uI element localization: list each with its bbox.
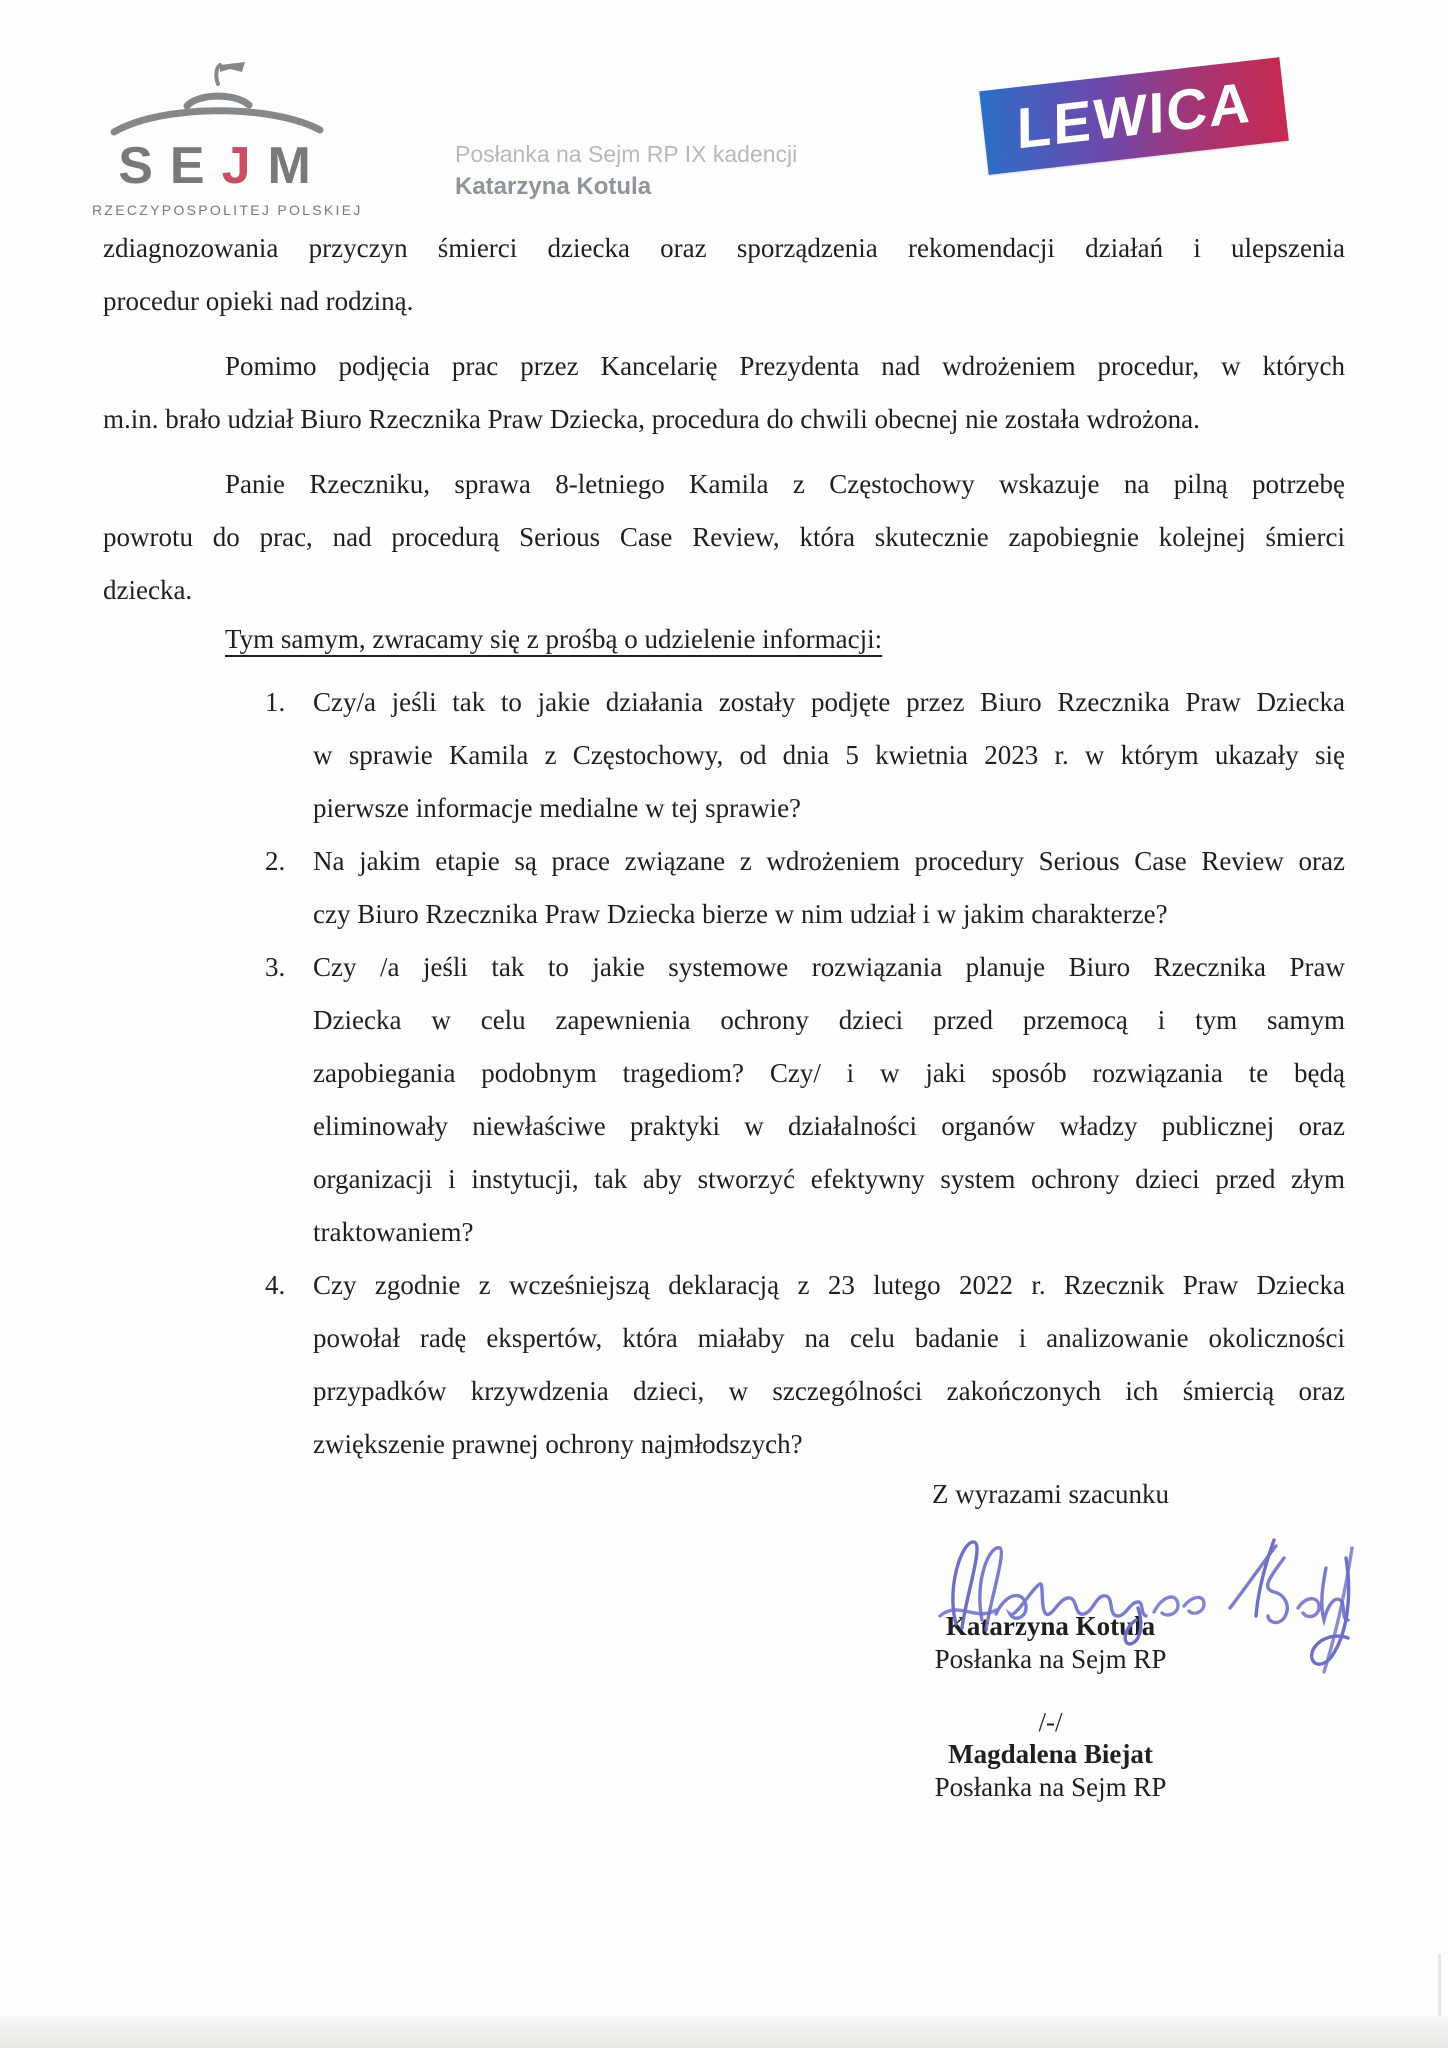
scan-bottom-edge	[0, 2016, 1448, 2048]
text-line: Pomimo podjęcia prac przez Kancelarię Prezydenta nad wdrożeniem procedur, w których	[225, 351, 1345, 381]
list-number: 1.	[265, 687, 286, 717]
text-line: Czy/a jeśli tak to jakie działania zostały podjęte przez Biuro Rzecznika Praw Dziecka	[313, 687, 1345, 717]
text-line: Dziecka w celu zapewnienia ochrony dzieci przed przemocą i tym samym	[313, 1005, 1345, 1035]
paragraph-2	[103, 340, 1345, 446]
list-item-7	[103, 941, 1345, 1259]
list-number: 2.	[265, 846, 286, 876]
sejm-letter-s: S	[118, 137, 170, 195]
text-line: zwiększenie prawnej ochrony najmłodszych?	[313, 1429, 803, 1459]
paragraph-1	[103, 222, 1345, 328]
sejm-letter-j: J	[221, 137, 268, 195]
text-line: przypadków krzywdzenia dzieci, w szczególności zakończonych ich śmiercią oraz	[313, 1376, 1345, 1406]
signature-area	[828, 1514, 1273, 1610]
scan-edge-artifact	[1438, 1954, 1441, 2018]
text-line: organizacji i instytucji, tak aby stworzyć efektywny system ochrony dzieci przed złym	[313, 1164, 1345, 1194]
text-line: m.in. brało udział Biuro Rzecznika Praw Dziecka, procedura do chwili obecnej nie została wdrożona.	[103, 404, 1200, 434]
sejm-logo	[92, 58, 363, 218]
deputy-name-line: Katarzyna Kotula	[455, 173, 652, 200]
list-number: 4.	[265, 1270, 286, 1300]
sejm-logo-subtitle: RZECZYPOSPOLITEJ POLSKIEJ	[92, 202, 363, 218]
document-body	[103, 222, 1345, 1471]
deputy-header	[455, 140, 797, 202]
text-line: zdiagnozowania przyczyn śmierci dziecka oraz sporządzenia rekomendacji działań i ulepszenia	[103, 233, 1345, 263]
text-line: w sprawie Kamila z Częstochowy, od dnia 5 kwietnia 2023 r. w którym ukazały się	[313, 740, 1345, 770]
signed-mark: /-/	[1038, 1707, 1063, 1737]
list-item-5	[103, 676, 1345, 835]
deputy-role-line: Posłanka na Sejm RP IX kadencji	[455, 141, 798, 167]
text-line: powrotu do prac, nad procedurą Serious Case Review, która skutecznie zapobiegnie kolejnej śmierci	[103, 522, 1345, 552]
text-line: powołał radę ekspertów, która miałaby na celu badanie i analizowanie okoliczności	[313, 1323, 1345, 1353]
sejm-letter-m: M	[267, 137, 328, 195]
list-item-6	[103, 835, 1345, 941]
text-line: czy Biuro Rzecznika Praw Dziecka bierze w nim udział i w jakim charakterze?	[313, 899, 1168, 929]
signer2-title: Posłanka na Sejm RP	[934, 1772, 1167, 1802]
text-line: Na jakim etapie są prace związane z wdrożeniem procedury Serious Case Review oraz	[313, 846, 1345, 876]
text-line: Panie Rzeczniku, sprawa 8-letniego Kamila z Częstochowy wskazuje na pilną potrzebę	[225, 469, 1345, 499]
text-line: zapobiegania podobnym tragediom? Czy/ i w jaki sposób rozwiązania te będą	[313, 1058, 1345, 1088]
lewica-logo-label: LEWICA	[1016, 69, 1252, 162]
sejm-dome-icon	[92, 58, 340, 138]
closing-block	[828, 1474, 1273, 1804]
text-line: procedur opieki nad rodziną.	[103, 286, 414, 316]
underlined-text: Tym samym, zwracamy się z prośbą o udzielenie informacji:	[225, 624, 883, 654]
paragraph-3	[103, 458, 1345, 617]
text-line: Czy zgodnie z wcześniejszą deklaracją z 23 lutego 2022 r. Rzecznik Praw Dziecka	[313, 1270, 1345, 1300]
sejm-logo-letters	[92, 137, 340, 195]
sejm-letter-e: E	[169, 137, 222, 195]
heading-4	[103, 613, 1345, 666]
text-line: traktowaniem?	[313, 1217, 474, 1247]
text-line: dziecka.	[103, 575, 193, 605]
text-line	[103, 613, 1345, 666]
closing-regards: Z wyrazami szacunku	[932, 1479, 1169, 1509]
text-line: Czy /a jeśli tak to jakie systemowe rozwiązania planuje Biuro Rzecznika Praw	[313, 952, 1345, 982]
text-line: pierwsze informacje medialne w tej sprawie?	[313, 793, 802, 823]
list-item-8	[103, 1259, 1345, 1471]
list-number: 3.	[265, 952, 286, 982]
signer1-name: Katarzyna Kotula	[945, 1611, 1156, 1641]
signer1-title: Posłanka na Sejm RP	[934, 1644, 1167, 1674]
signer2-name: Magdalena Biejat	[948, 1739, 1153, 1769]
text-line: eliminowały niewłaściwe praktyki w działalności organów władzy publicznej oraz	[313, 1111, 1345, 1141]
lewica-logo	[979, 57, 1289, 175]
